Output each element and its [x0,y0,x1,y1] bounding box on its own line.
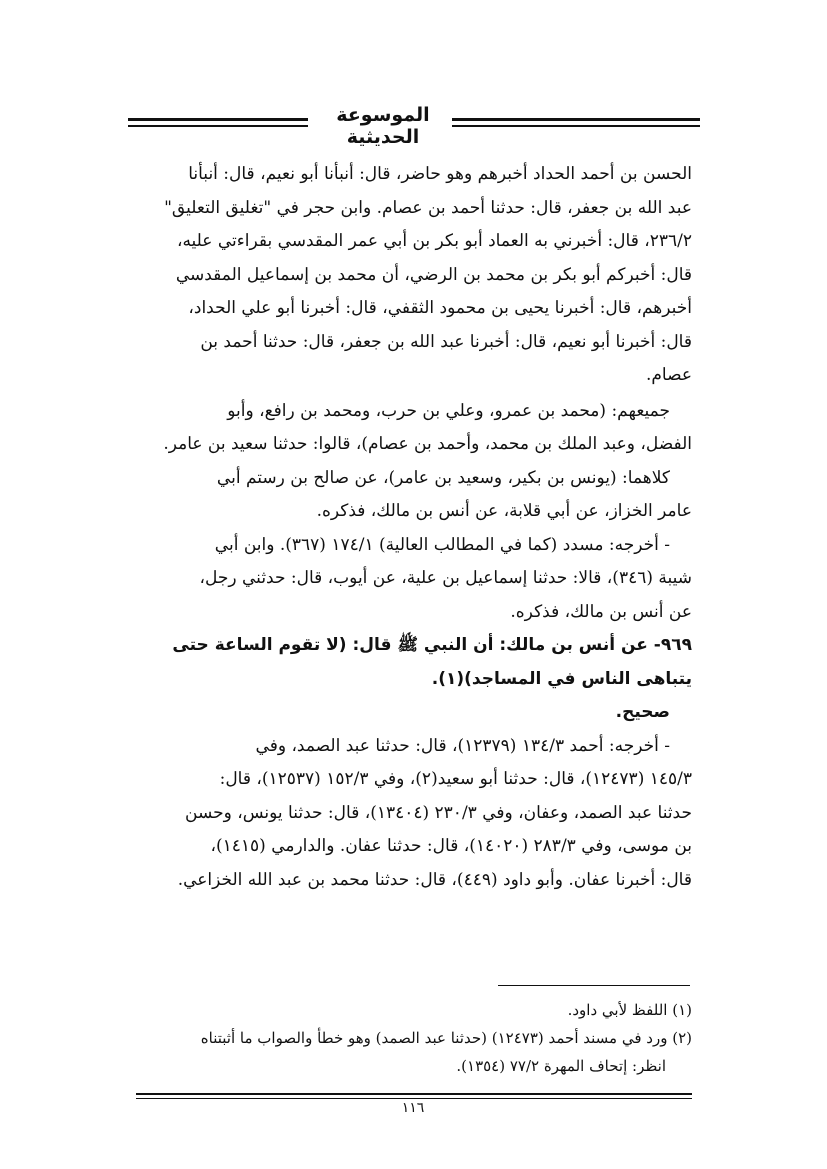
text-line: قال: أخبرنا أبو نعيم، قال: أخبرنا عبد الله بن جعفر، قال: حدثنا أحمد بن [200,331,692,352]
bottom-rule [136,1093,692,1099]
text-line: عامر الخزاز، عن أبي قلابة، عن أنس بن مالك، فذكره. [316,501,692,521]
footnote-continuation: انظر: إتحاف المهرة ٧٧/٢ (١٣٥٤). [456,1057,666,1075]
running-header [128,104,700,148]
hadith-heading: يتباهى الناس في المساجد)(١). [431,668,692,689]
text-line: كلاهما: (يونس بن بكير، وسعيد بن عامر)، عن صالح بن رستم أبي [216,467,670,488]
page-number: ١١٦ [401,1100,425,1116]
text-line: الفضل، وعبد الملك بن محمد، وأحمد بن عصام)، قالوا: حدثنا سعيد بن عامر. [163,434,692,454]
text-line: عصام. [646,365,692,385]
header-title: الموسوعة الحديثية [314,104,452,148]
footnote: (١) اللفظ لأبي داود. [567,1001,692,1019]
hadith-grade: صحيح. [615,702,670,722]
text-line: قال: أخبرنا عفان. وأبو داود (٤٤٩)، قال: حدثنا محمد بن عبد الله الخزاعي. [177,869,692,890]
header-rule-left [128,118,308,127]
text-line: عبد الله بن جعفر، قال: حدثنا أحمد بن عصام. وابن حجر في "تغليق التعليق" [164,197,692,218]
text-line: عن أنس بن مالك، فذكره. [510,601,692,622]
text-line: حدثنا عبد الصمد، وعفان، وفي ٢٣٠/٣ (١٣٤٠٤)، قال: حدثنا يونس، وحسن [185,802,692,823]
main-text [136,158,692,897]
text-line: جميعهم: (محمد بن عمرو، وعلي بن حرب، ومحمد بن رافع، وأبو [227,400,670,421]
text-line: شيبة (٣٤٦)، قالا: حدثنا إسماعيل بن علية، عن أيوب، قال: حدثني رجل، [199,568,692,588]
footnote: (٢) ورد في مسند أحمد (١٢٤٧٣) (حدثنا عبد الصمد) وهو خطأ والصواب ما أثبتناه [200,1029,692,1047]
text-line: - أخرجه: أحمد ١٣٤/٣ (١٢٣٧٩)، قال: حدثنا عبد الصمد، وفي [255,735,670,756]
text-line: الحسن بن أحمد الحداد أخبرهم وهو حاضر، قال: أنبأنا أبو نعيم، قال: أنبأنا [188,164,692,184]
text-line: قال: أخبركم أبو بكر بن محمد بن الرضي، أن محمد بن إسماعيل المقدسي [175,264,692,285]
text-line: أخبرهم، قال: أخبرنا يحيى بن محمود الثقفي، قال: أخبرنا أبو علي الحداد، [188,298,692,318]
footnote-separator [498,985,690,986]
footnotes [136,996,692,1080]
hadith-heading: ٩٦٩- عن أنس بن مالك: أن النبي ﷺ قال: (لا تقوم الساعة حتى [172,635,692,655]
text-line: ١٤٥/٣ (١٢٤٧٣)، قال: حدثنا أبو سعيد(٢)، وفي ١٥٢/٣ (١٢٥٣٧)، قال: [219,769,692,789]
text-line: - أخرجه: مسدد (كما في المطالب العالية) ١٧٤/١ (٣٦٧). وابن أبي [214,534,670,555]
text-line: بن موسى، وفي ٢٨٣/٣ (١٤٠٢٠)، قال: حدثنا عفان. والدارمي (١٤١٥)، [210,836,692,856]
text-line: ٢٣٦/٢، قال: أخبرني به العماد أبو بكر بن أبي عمر المقدسي بقراءتي عليه، [176,231,692,251]
